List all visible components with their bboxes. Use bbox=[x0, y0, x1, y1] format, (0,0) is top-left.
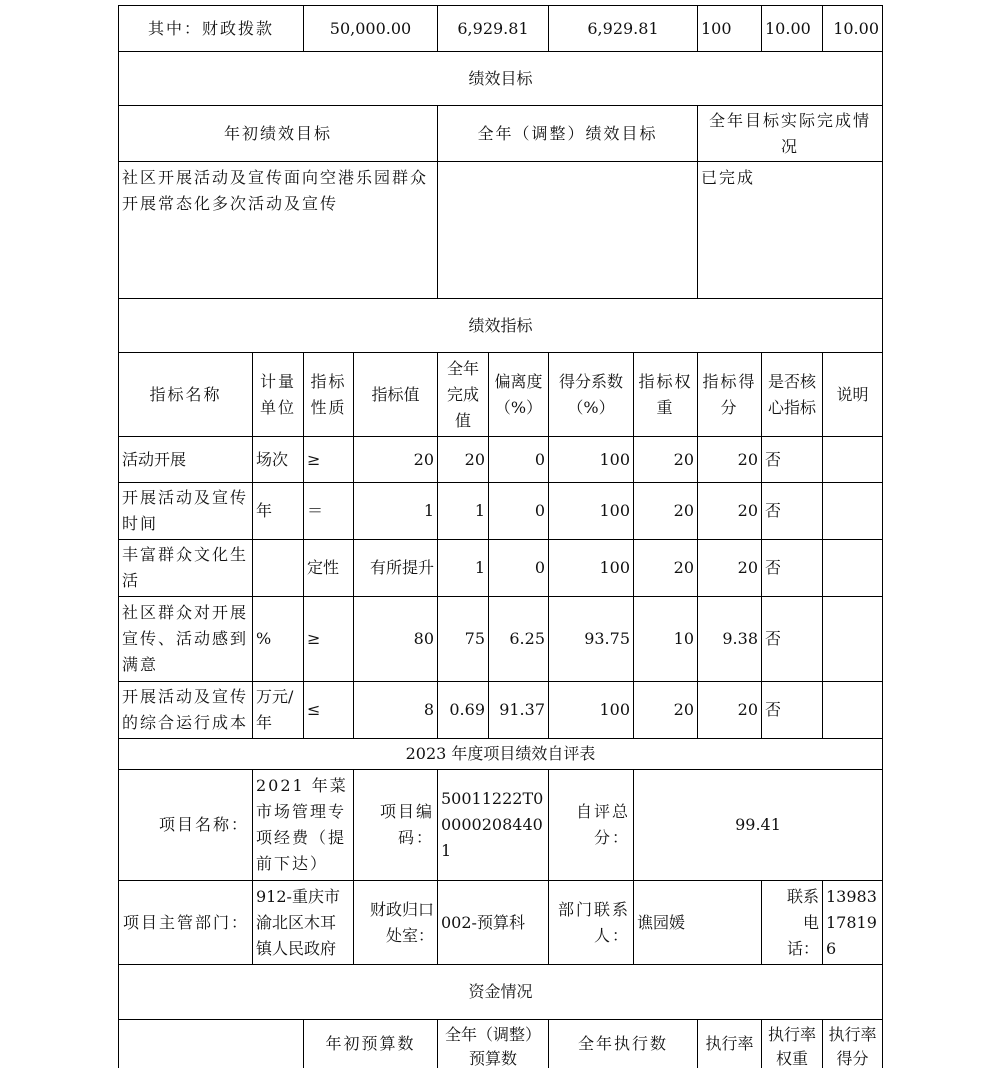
indicator-weight: 20 bbox=[633, 681, 697, 738]
indicator-name: 社区群众对开展宣传、活动感到满意 bbox=[118, 596, 252, 681]
indicator-coef: 100 bbox=[548, 436, 633, 482]
indicator-nature: ＝ bbox=[303, 482, 353, 539]
indicator-weight: 20 bbox=[633, 436, 697, 482]
funds-header-initial: 年初预算数 bbox=[303, 1019, 437, 1068]
indicator-note bbox=[822, 539, 882, 596]
funds-score: 10.00 bbox=[822, 5, 882, 51]
indicator-name: 活动开展 bbox=[118, 436, 252, 482]
indicator-coef: 93.75 bbox=[548, 596, 633, 681]
indicator-note bbox=[822, 681, 882, 738]
indicator-deviation: 0 bbox=[488, 436, 548, 482]
indicator-score: 20 bbox=[697, 681, 761, 738]
project-name-label: 项目名称： bbox=[118, 769, 252, 880]
funds-rate: 100 bbox=[697, 5, 761, 51]
funds-adjusted-budget: 6,929.81 bbox=[437, 5, 548, 51]
indicator-weight: 20 bbox=[633, 539, 697, 596]
funds-header-rate: 执行率 bbox=[697, 1019, 761, 1068]
ind-header-unit: 计量单位 bbox=[252, 352, 303, 436]
indicator-value: 8 bbox=[353, 681, 437, 738]
indicator-core: 否 bbox=[761, 482, 822, 539]
dept: 912-重庆市渝北区木耳镇人民政府 bbox=[252, 880, 353, 964]
goal-actual-text: 已完成 bbox=[697, 161, 882, 298]
indicator-note bbox=[822, 436, 882, 482]
goal-initial-text: 社区开展活动及宣传面向空港乐园群众开展常态化多次活动及宣传 bbox=[118, 161, 437, 298]
contact: 谯园媛 bbox=[633, 880, 761, 964]
funds-initial-budget: 50,000.00 bbox=[303, 5, 437, 51]
indicator-section-title: 绩效指标 bbox=[118, 298, 882, 352]
finance-label: 财政归口处室： bbox=[353, 880, 437, 964]
ind-header-weight: 指标权重 bbox=[633, 352, 697, 436]
ind-header-nature: 指标性质 bbox=[303, 352, 353, 436]
funds-weight: 10.00 bbox=[761, 5, 822, 51]
project-name: 2021 年菜市场管理专项经费（提前下达） bbox=[252, 769, 353, 880]
indicator-value: 1 bbox=[353, 482, 437, 539]
indicator-name: 开展活动及宣传的综合运行成本 bbox=[118, 681, 252, 738]
indicator-coef: 100 bbox=[548, 482, 633, 539]
ind-header-core: 是否核心指标 bbox=[761, 352, 822, 436]
table-right-border bbox=[882, 5, 883, 1068]
indicator-nature: ≥ bbox=[303, 596, 353, 681]
indicator-coef: 100 bbox=[548, 539, 633, 596]
indicator-note bbox=[822, 596, 882, 681]
funds-header-adjusted: 全年（调整）预算数 bbox=[437, 1019, 548, 1068]
indicator-nature: 定性 bbox=[303, 539, 353, 596]
indicator-unit: 场次 bbox=[252, 436, 303, 482]
indicator-value: 有所提升 bbox=[353, 539, 437, 596]
indicator-score: 20 bbox=[697, 482, 761, 539]
indicator-done: 20 bbox=[437, 436, 488, 482]
indicator-value: 80 bbox=[353, 596, 437, 681]
next-table-title: 2023 年度项目绩效自评表 bbox=[118, 738, 882, 769]
indicator-core: 否 bbox=[761, 681, 822, 738]
funds-executed: 6,929.81 bbox=[548, 5, 697, 51]
ind-header-deviation: 偏离度（%） bbox=[488, 352, 548, 436]
indicator-coef: 100 bbox=[548, 681, 633, 738]
indicator-deviation: 91.37 bbox=[488, 681, 548, 738]
goal-header-initial: 年初绩效目标 bbox=[118, 105, 437, 161]
ind-header-coef: 得分系数（%） bbox=[548, 352, 633, 436]
indicator-core: 否 bbox=[761, 436, 822, 482]
ind-header-name: 指标名称 bbox=[118, 352, 252, 436]
indicator-deviation: 0 bbox=[488, 482, 548, 539]
indicator-core: 否 bbox=[761, 596, 822, 681]
funds-header-blank bbox=[118, 1019, 303, 1068]
funds-header-score: 执行率得分 bbox=[822, 1019, 882, 1068]
performance-self-evaluation-sheet bbox=[118, 5, 883, 1068]
indicator-weight: 20 bbox=[633, 482, 697, 539]
funds-section-title: 资金情况 bbox=[118, 964, 882, 1019]
ind-header-value: 指标值 bbox=[353, 352, 437, 436]
contact-label: 部门联系人： bbox=[548, 880, 633, 964]
indicator-core: 否 bbox=[761, 539, 822, 596]
ind-header-done: 全年完成值 bbox=[437, 352, 488, 436]
indicator-weight: 10 bbox=[633, 596, 697, 681]
indicator-unit: % bbox=[252, 596, 303, 681]
indicator-done: 0.69 bbox=[437, 681, 488, 738]
goal-header-actual: 全年目标实际完成情况 bbox=[697, 105, 882, 161]
total-score: 99.41 bbox=[633, 769, 882, 880]
indicator-unit: 年 bbox=[252, 482, 303, 539]
indicator-score: 20 bbox=[697, 436, 761, 482]
perf-goal-section-title: 绩效目标 bbox=[118, 51, 882, 105]
indicator-name: 开展活动及宣传时间 bbox=[118, 482, 252, 539]
indicator-done: 1 bbox=[437, 539, 488, 596]
dept-label: 项目主管部门： bbox=[118, 880, 252, 964]
finance: 002-预算科 bbox=[437, 880, 548, 964]
funds-row-label: 其中：财政拨款 bbox=[118, 5, 303, 51]
indicator-name: 丰富群众文化生活 bbox=[118, 539, 252, 596]
indicator-deviation: 0 bbox=[488, 539, 548, 596]
project-code: 50011222T000002084401 bbox=[437, 769, 548, 880]
goal-header-adjusted: 全年（调整）绩效目标 bbox=[437, 105, 697, 161]
ind-header-score: 指标得分 bbox=[697, 352, 761, 436]
ind-header-note: 说明 bbox=[822, 352, 882, 436]
indicator-nature: ≤ bbox=[303, 681, 353, 738]
indicator-done: 1 bbox=[437, 482, 488, 539]
project-code-label: 项目编码： bbox=[353, 769, 437, 880]
total-score-label: 自评总分： bbox=[548, 769, 633, 880]
indicator-unit: 万元/年 bbox=[252, 681, 303, 738]
indicator-note bbox=[822, 482, 882, 539]
funds-header-weight: 执行率权重 bbox=[761, 1019, 822, 1068]
goal-adjusted-text bbox=[437, 161, 697, 298]
indicator-done: 75 bbox=[437, 596, 488, 681]
phone: 13983178196 bbox=[822, 880, 882, 964]
phone-label: 联系电话： bbox=[761, 880, 822, 964]
indicator-value: 20 bbox=[353, 436, 437, 482]
funds-header-executed: 全年执行数 bbox=[548, 1019, 697, 1068]
indicator-unit bbox=[252, 539, 303, 596]
indicator-score: 20 bbox=[697, 539, 761, 596]
indicator-score: 9.38 bbox=[697, 596, 761, 681]
indicator-deviation: 6.25 bbox=[488, 596, 548, 681]
indicator-nature: ≥ bbox=[303, 436, 353, 482]
